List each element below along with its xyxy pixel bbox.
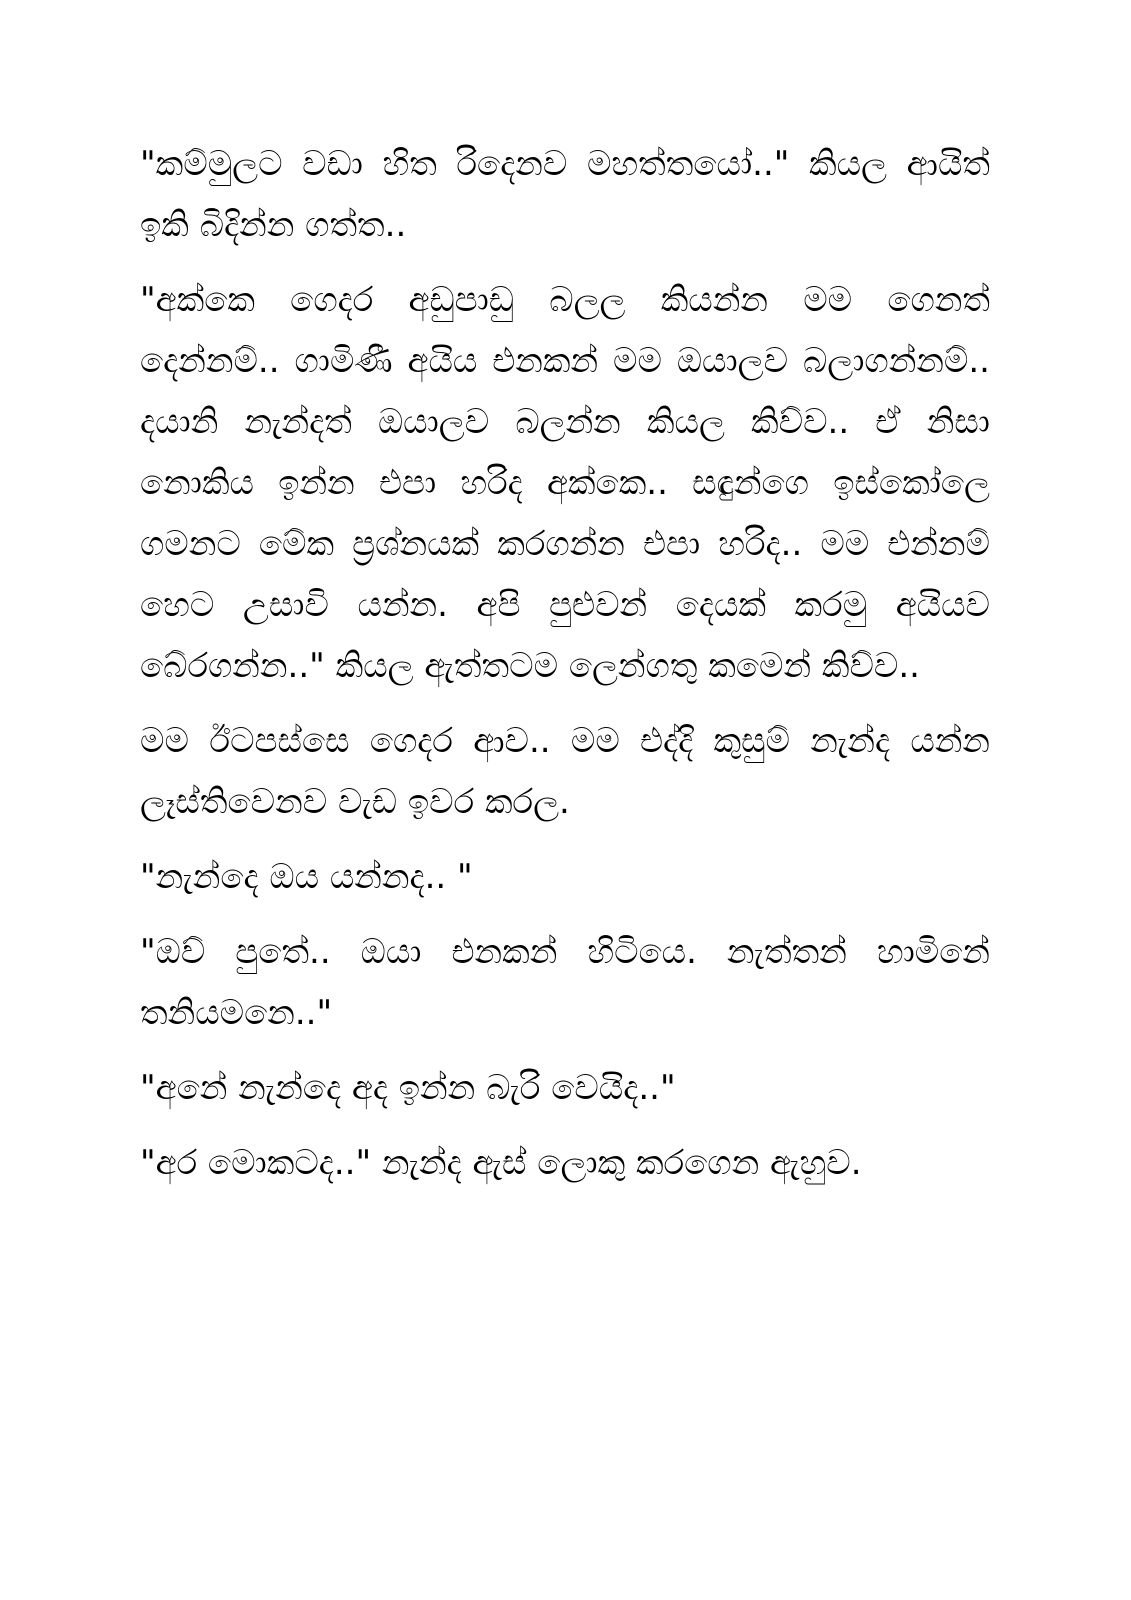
paragraph-1: "කම්මුලට වඩා හිත රිදෙනව මහත්තයෝ.." කියල ආයිත් ඉකි බිදින්න ගත්ත.. <box>140 144 990 245</box>
paragraph-3: මම ඊටපස්සෙ ගෙදර ආව.. මම එද්දි කුසුම් නැන්ද යන්න ලෑස්තිවෙනව වැඩ ඉවර කරල. <box>140 721 990 822</box>
paragraph-5: "ඔව් පුතේ.. ඔයා එනකන් හිටියෙ. නැත්තන් හාමිනේ තනියමනෙ.." <box>140 932 990 1033</box>
paragraph-6: "අනේ නැන්දෙ අද ඉන්න බැරි වෙයිද.." <box>140 1068 676 1108</box>
paragraph-4: "නැන්දෙ ඔය යන්නද.. " <box>140 857 473 897</box>
story-text <box>140 134 990 1208</box>
paragraph-2: "අක්කෙ ගෙදර අඩුපාඩු බලල කියන්න මම ගෙනත් දෙන්නම්.. ගාමිණී අයිය එනකන් මම ඔයාලව බලාගන්නම්.. දයානි නැන්දත් ඔයාලව බලන්න කියල කිව්ව.. ඒ නිසා නොකිය ඉන්න එපා හරිද අක්කෙ.. සඳුන්ගෙ ඉස්කෝලෙ ගමනට මේක ප්‍රශ්නයක් කරගන්න එපා හරිද.. මම එන්නම් හෙට උසාවි යන්න. අපි පුළුවන් දෙයක් කරමු අයියව බේරගන්න.." කියල ඇත්තටම ලෙන්ගතු කමෙන් කිව්ව.. <box>140 280 990 686</box>
paragraph-7: "අර මොකටද.." නැන්ද ඇස් ලොකු කරගෙන ඇහුව. <box>140 1143 862 1183</box>
